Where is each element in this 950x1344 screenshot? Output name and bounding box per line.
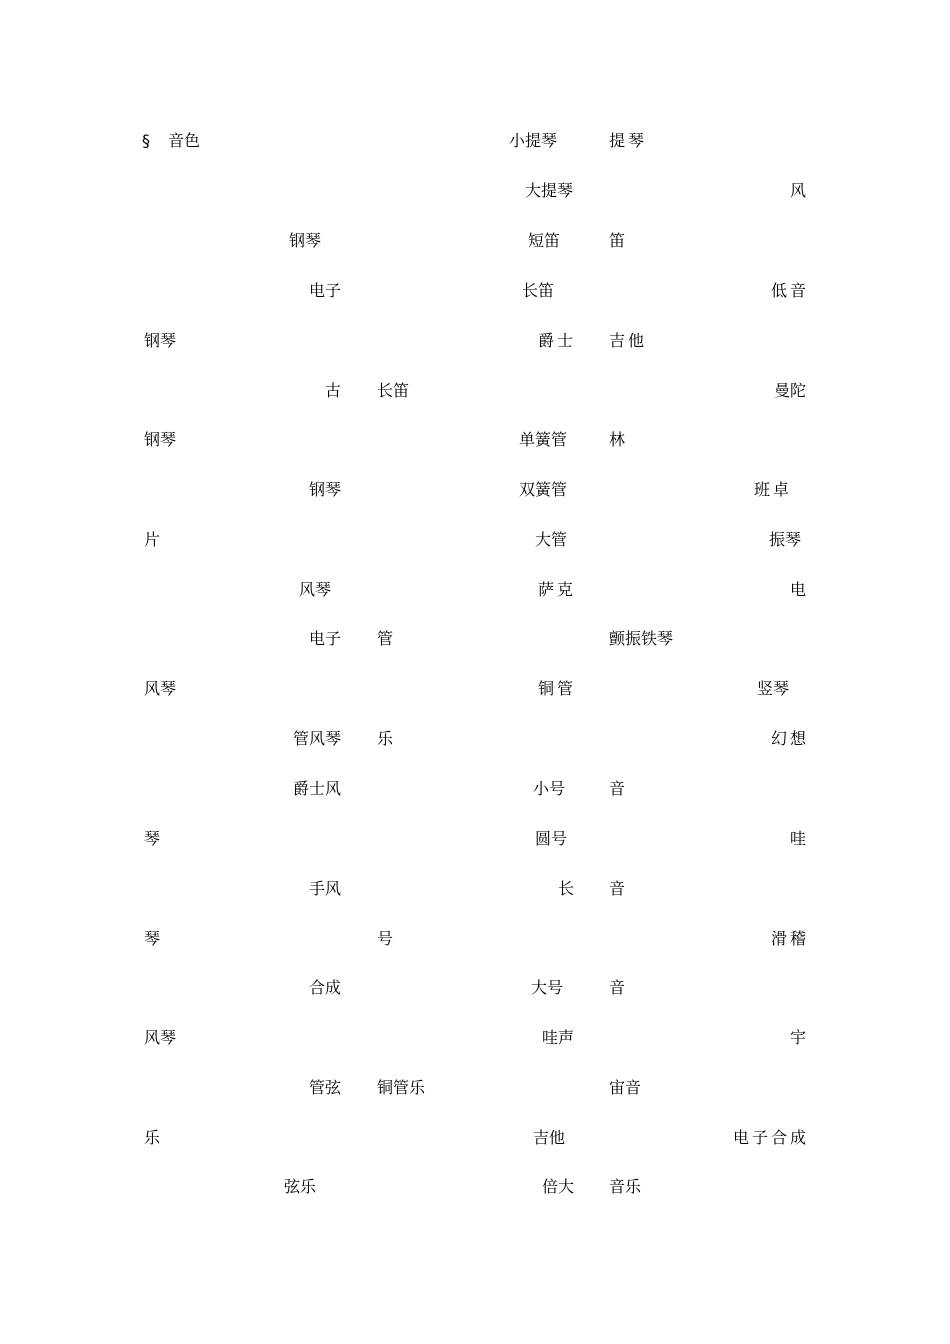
col5-comic: 滑稽 [770, 929, 809, 948]
col5-vibes: 振琴 [768, 530, 801, 549]
col1-piano-c: 古 [324, 381, 341, 400]
col4-fiddle: 提琴 [609, 131, 648, 150]
col1-piano-b: 电子 [308, 281, 341, 300]
col1-piano-d-cont: 片 [144, 530, 161, 549]
col5-synth: 电子合成 [732, 1128, 809, 1147]
col5-mandolin: 曼陀 [773, 381, 806, 400]
col2-brass-ensemble: 铜管乐 [377, 1078, 426, 1097]
col5-banjo: 班卓 [753, 480, 792, 499]
col5-universe: 宇 [789, 1028, 806, 1047]
col4-tone-2: 音 [609, 879, 626, 898]
col3-horn: 圆号 [534, 829, 567, 848]
col5-fantasy: 幻想 [770, 729, 809, 748]
col3-jazz: 爵士 [537, 331, 576, 350]
col1-organ-c: 管风琴 [292, 729, 341, 748]
col1-organ-d-cont: 琴 [144, 829, 161, 848]
col3-cello: 大提琴 [524, 181, 573, 200]
col1-organ-b-cont: 风琴 [144, 679, 177, 698]
col2-trumpet-suffix: 号 [377, 929, 394, 948]
col5-wah: 哇 [789, 829, 806, 848]
col5-bass: 低音 [770, 281, 809, 300]
col1-strings-b: 弦乐 [283, 1177, 316, 1196]
col3-bassoon: 大管 [534, 530, 567, 549]
col3-oboe: 双簧管 [518, 480, 567, 499]
col1-organ-e: 手风 [308, 879, 341, 898]
col5-wind: 风 [789, 181, 806, 200]
col4-tone-1: 音 [609, 779, 626, 798]
section-marker: § [142, 131, 150, 150]
col4-tone-3: 音 [609, 978, 626, 997]
col3-clarinet: 单簧管 [518, 430, 567, 449]
col5-harp: 竖琴 [756, 679, 789, 698]
col1-organ-e-cont: 琴 [144, 929, 161, 948]
col1-strings-a-cont: 乐 [144, 1128, 161, 1147]
col3-double-bass: 倍大 [541, 1177, 574, 1196]
col3-flute: 长笛 [521, 281, 554, 300]
col1-organ-b: 电子 [308, 629, 341, 648]
col3-brass: 铜管 [537, 679, 576, 698]
col1-piano-d: 钢琴 [308, 480, 341, 499]
col4-vibraphone: 颤振铁琴 [609, 629, 674, 648]
col1-piano-b-cont: 钢琴 [144, 331, 177, 350]
col4-lin: 林 [609, 430, 626, 449]
col1-organ-a: 风琴 [298, 580, 331, 599]
col4-music: 音乐 [609, 1177, 642, 1196]
col3-sax: 萨克 [537, 580, 576, 599]
col4-cosmic: 宙音 [609, 1078, 642, 1097]
col1-piano-a: 钢琴 [288, 231, 321, 250]
col1-strings-a: 管弦 [308, 1078, 341, 1097]
col4-flute-suffix: 笛 [609, 231, 626, 250]
col3-piccolo: 短笛 [527, 231, 560, 250]
heading: 音色 [168, 131, 201, 150]
col3-trumpet: 小号 [532, 779, 565, 798]
col3-wah: 哇声 [541, 1028, 574, 1047]
col5-electric: 电 [789, 580, 806, 599]
col3-tuba: 大号 [530, 978, 563, 997]
col1-organ-d: 爵士风 [292, 779, 341, 798]
col1-organ-f-cont: 风琴 [144, 1028, 177, 1047]
col2-flute: 长笛 [377, 381, 410, 400]
col3-violin: 小提琴 [508, 131, 557, 150]
col2-pipe: 管 [377, 629, 394, 648]
col2-music: 乐 [377, 729, 394, 748]
col1-piano-c-cont: 钢琴 [144, 430, 177, 449]
col3-trombone: 长 [557, 879, 574, 898]
col4-guitar: 吉他 [609, 331, 648, 350]
col3-guitar: 吉他 [532, 1128, 565, 1147]
col1-organ-f: 合成 [308, 978, 341, 997]
